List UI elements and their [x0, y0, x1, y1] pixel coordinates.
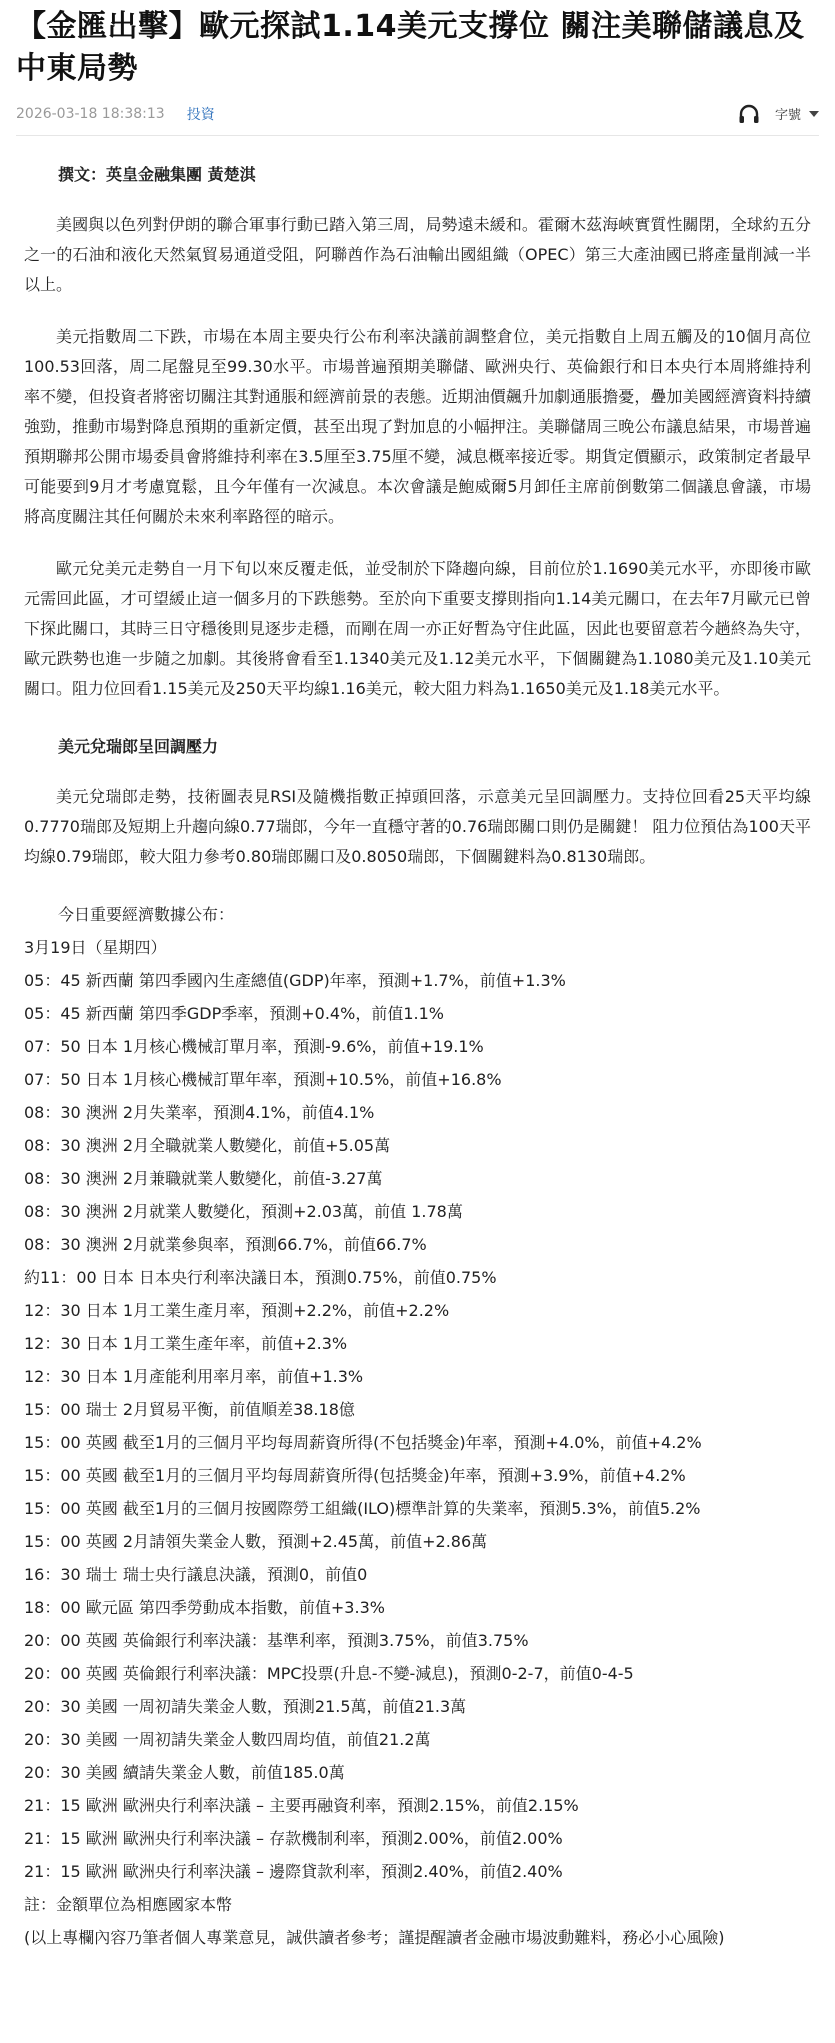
article-body — [16, 162, 819, 1954]
list-item: 20：30 美國 續請失業金人數，前值185.0萬 — [24, 1763, 345, 1782]
list-item: 12：30 日本 1月產能利用率月率，前值+1.3% — [24, 1367, 364, 1386]
list-item: 15：00 英國 2月請領失業金人數，預測+2.45萬，前值+2.86萬 — [24, 1532, 488, 1551]
list-item: 08：30 澳洲 2月兼職就業人數變化，前值-3.27萬 — [24, 1169, 383, 1188]
list-item: 12：30 日本 1月工業生產月率，預測+2.2%，前值+2.2% — [24, 1301, 450, 1320]
list-item: 05：45 新西蘭 第四季GDP季率，預測+0.4%，前值1.1% — [24, 1004, 444, 1023]
author-line: 撰文：英皇金融集團 黃楚淇 — [58, 165, 256, 184]
chevron-down-icon — [809, 111, 819, 117]
section-subheading: 美元兌瑞郎呈回調壓力 — [58, 737, 219, 756]
calendar-date: 3月19日（星期四） — [24, 938, 167, 957]
list-item: 18：00 歐元區 第四季勞動成本指數，前值+3.3% — [24, 1598, 385, 1617]
paragraph-chf: 美元兌瑞郎走勢，技術圖表見RSI及隨機指數正掉頭回落，示意美元呈回調壓力。支持位回看25天平均線0.7770瑞郎及短期上升趨向線0.77瑞郎，今年一直穩守著的0.76瑞郎關口則仍是關鍵！ 阻力位預估為100天平均線0.79瑞郎，較大阻力參考0.80瑞郎關口及0.8050瑞郎，下個關鍵料為0.8130瑞郎。 — [24, 787, 811, 866]
list-item: 15：00 英國 截至1月的三個月平均每周薪資所得(包括獎金)年率，預測+3.9%，前值+4.2% — [24, 1466, 686, 1485]
economic-calendar — [24, 931, 811, 1954]
list-item: 20：00 英國 英倫銀行利率決議：MPC投票(升息-不變-減息)，預測0-2-7，前值0-4-5 — [24, 1664, 634, 1683]
calendar-title: 今日重要經濟數據公布： — [58, 905, 235, 924]
list-item: 08：30 澳洲 2月全職就業人數變化，前值+5.05萬 — [24, 1136, 391, 1155]
list-item: 08：30 澳洲 2月就業參與率，預測66.7%，前值66.7% — [24, 1235, 427, 1254]
paragraph-3: 歐元兌美元走勢自一月下旬以來反覆走低，並受制於下降趨向線，目前位於1.1690美元水平，亦即後市歐元需回此區，才可望緩止這一個多月的下跌態勢。至於向下重要支撐則指向1.14美元關口，在去年7月歐元已曾下探此關口，其時三日守穩後則見逐步走穩，而剛在周一亦正好暫為守住此區，因此也要留意若今趟終為失守，歐元跌勢也進一步隨之加劇。其後將會看至1.1340美元及1.12美元水平，下個關鍵為1.1080美元及1.10美元關口。阻力位回看1.15美元及250天平均線1.16美元，較大阻力料為1.1650美元及1.18美元水平。 — [24, 559, 811, 698]
list-item: 15：00 瑞士 2月貿易平衡，前值順差38.18億 — [24, 1400, 355, 1419]
list-item: 05：45 新西蘭 第四季國內生產總值(GDP)年率，預測+1.7%，前值+1.3% — [24, 971, 566, 990]
list-item: 21：15 歐洲 歐洲央行利率決議 – 主要再融資利率，預測2.15%，前值2.15% — [24, 1796, 579, 1815]
list-item: 約11：00 日本 日本央行利率決議日本，預測0.75%，前值0.75% — [24, 1268, 497, 1287]
list-item: 15：00 英國 截至1月的三個月平均每周薪資所得(不包括獎金)年率，預測+4.0%，前值+4.2% — [24, 1433, 702, 1452]
list-item: 15：00 英國 截至1月的三個月按國際勞工組織(ILO)標準計算的失業率，預測5.3%，前值5.2% — [24, 1499, 701, 1518]
disclaimer: (以上專欄內容乃筆者個人專業意見，誠供讀者參考；謹提醒讀者金融市場波動難料，務必小心風險) — [24, 1928, 725, 1947]
font-size-button[interactable] — [775, 104, 819, 123]
list-item: 08：30 澳洲 2月就業人數變化，預測+2.03萬，前值 1.78萬 — [24, 1202, 463, 1221]
article-meta — [16, 92, 819, 136]
list-item: 07：50 日本 1月核心機械訂單年率，預測+10.5%，前值+16.8% — [24, 1070, 502, 1089]
font-size-label: 字號 — [774, 108, 801, 123]
list-item: 07：50 日本 1月核心機械訂單月率，預測-9.6%，前值+19.1% — [24, 1037, 484, 1056]
list-item: 20：30 美國 一周初請失業金人數，預測21.5萬，前值21.3萬 — [24, 1697, 467, 1716]
publish-date: 2026-03-18 18:38:13 — [16, 105, 165, 122]
list-item: 21：15 歐洲 歐洲央行利率決議 – 存款機制利率，預測2.00%，前值2.00% — [24, 1829, 563, 1848]
list-item: 08：30 澳洲 2月失業率，預測4.1%，前值4.1% — [24, 1103, 375, 1122]
paragraph-2: 美元指數周二下跌，市場在本周主要央行公布利率決議前調整倉位，美元指數自上周五觸及的10個月高位100.53回落，周二尾盤見至99.30水平。市場普遍預期美聯儲、歐洲央行、英倫銀行和日本央行本周將維持利率不變，但投資者將密切關注其對通脹和經濟前景的表態。近期油價飆升加劇通脹擔憂，疊加美國經濟資料持續強勁，推動市場對降息預期的重新定價，甚至出現了對加息的小幅押注。美聯儲周三晚公布議息結果，市場普遍預期聯邦公開市場委員會將維持利率在3.5厘至3.75厘不變，減息概率接近零。期貨定價顯示，政策制定者最早可能要到9月才考慮寬鬆，且今年僅有一次減息。本次會議是鮑威爾5月卸任主席前倒數第二個議息會議，市場將高度關注其任何關於未來利率路徑的暗示。 — [24, 327, 811, 526]
article-title: 【金匯出擊】歐元探試1.14美元支撐位 關注美聯儲議息及中東局勢 — [16, 9, 805, 86]
category-link[interactable]: 投資 — [186, 106, 215, 123]
currency-note: 註：金額單位為相應國家本幣 — [24, 1895, 233, 1914]
headphone-icon[interactable] — [737, 102, 761, 126]
list-item: 20：00 英國 英倫銀行利率決議：基準利率，預測3.75%，前值3.75% — [24, 1631, 529, 1650]
list-item: 16：30 瑞士 瑞士央行議息決議，預測0，前值0 — [24, 1565, 368, 1584]
paragraph-1: 美國與以色列對伊朗的聯合軍事行動已踏入第三周，局勢遠未緩和。霍爾木茲海峽實質性關閉，全球約五分之一的石油和液化天然氣貿易通道受阻，阿聯酋作為石油輸出國組織（OPEC）第三大產油國已將產量削減一半以上。 — [24, 215, 811, 294]
list-item: 21：15 歐洲 歐洲央行利率決議 – 邊際貸款利率，預測2.40%，前值2.40% — [24, 1862, 563, 1881]
list-item: 20：30 美國 一周初請失業金人數四周均值，前值21.2萬 — [24, 1730, 431, 1749]
list-item: 12：30 日本 1月工業生產年率，前值+2.3% — [24, 1334, 348, 1353]
